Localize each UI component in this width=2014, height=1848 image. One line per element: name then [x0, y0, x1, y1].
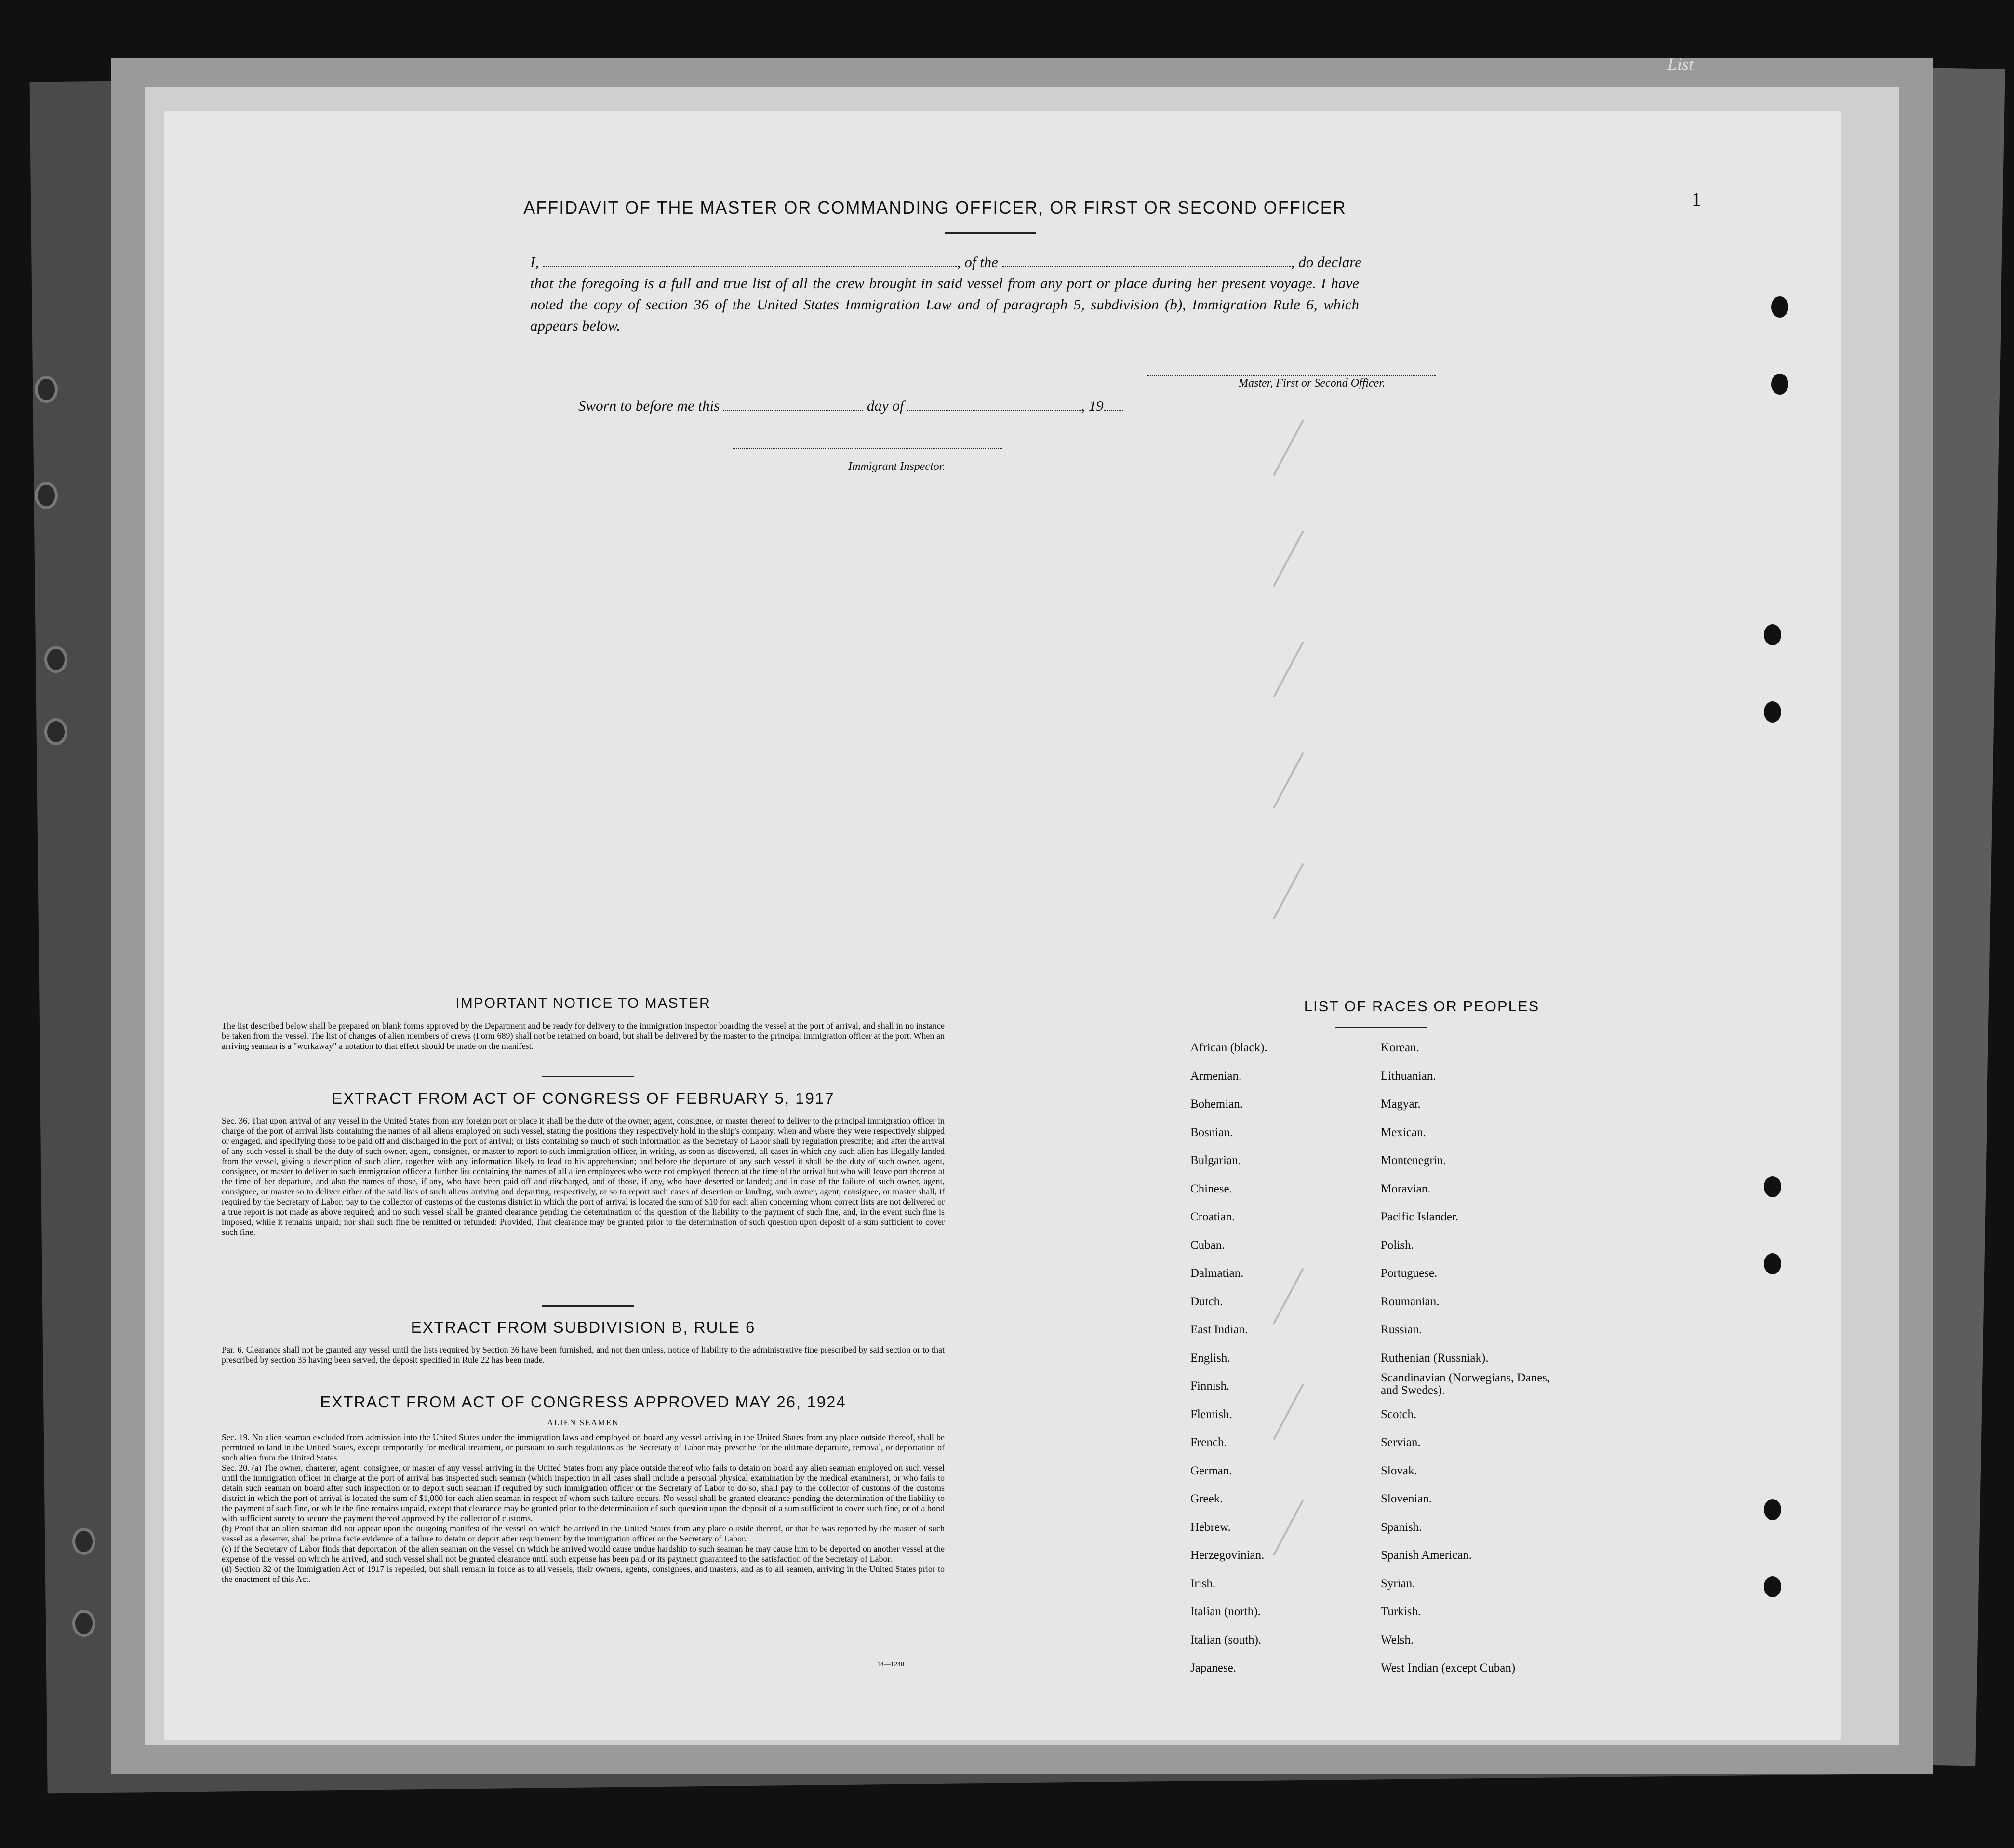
race-item: Italian (south).	[1190, 1633, 1262, 1647]
vessel-blank[interactable]	[1002, 254, 1291, 267]
race-item: Chinese.	[1190, 1182, 1232, 1195]
punch-hole	[44, 646, 67, 673]
race-item: East Indian.	[1190, 1323, 1248, 1336]
punch-hole	[44, 718, 67, 745]
extract-rule6-text: Par. 6. Clearance shall not be granted any vessel until the lists required by Section 36 have been furnished, and not then unless, notice of liability to the administrative fine prescribed by said section or to that prescribed by section 35 having been served, the deposit specified in Rule 22 has been made.	[222, 1345, 945, 1365]
race-item: Greek.	[1190, 1492, 1223, 1505]
race-item: Slovenian.	[1381, 1492, 1432, 1505]
punch-hole	[1771, 374, 1788, 395]
race-item: Finnish.	[1190, 1379, 1230, 1393]
races-rule	[1335, 1027, 1427, 1028]
race-item: African (black).	[1190, 1041, 1267, 1054]
extract-1924-title: EXTRACT FROM ACT OF CONGRESS APPROVED MAY 26, 1924	[320, 1393, 846, 1411]
race-item: Russian.	[1381, 1323, 1422, 1336]
race-item: Welsh.	[1381, 1633, 1414, 1647]
form-code: 14—1240	[877, 1661, 904, 1668]
race-item: Syrian.	[1381, 1577, 1415, 1590]
race-item: Lithuanian.	[1381, 1069, 1436, 1083]
race-item: Turkish.	[1381, 1605, 1421, 1618]
punch-hole	[1764, 1499, 1781, 1520]
punch-hole	[72, 1528, 95, 1555]
year-text: , 19	[1081, 397, 1104, 414]
name-blank[interactable]	[543, 254, 957, 267]
section-rule	[542, 1076, 634, 1077]
race-item: Scandinavian (Norwegians, Danes, and Swedes).	[1381, 1371, 1550, 1397]
affidavit-statement: that the foregoing is a full and true list of all the crew brought in said vessel from any port or place during her present voyage. I have noted the copy of section 36 of the United States Immigration Law and of paragraph 5, subdivision (b), Immigration Rule 6, which appears below.	[530, 275, 1359, 334]
race-item: Spanish.	[1381, 1520, 1422, 1534]
race-item: Pacific Islander.	[1381, 1210, 1459, 1223]
race-item: Portuguese.	[1381, 1267, 1438, 1280]
race-item: Korean.	[1381, 1041, 1419, 1054]
affidavit-of-the: , of the	[957, 254, 999, 270]
race-item: West Indian (except Cuban)	[1381, 1661, 1516, 1674]
punch-hole	[1771, 296, 1788, 318]
race-item: Magyar.	[1381, 1098, 1421, 1111]
punch-hole	[1764, 624, 1781, 645]
notice-text: The list described below shall be prepared on blank forms approved by the Department and be ready for delivery to the immigration inspector boarding the vessel at the port of arrival, and shall in no instance be taken from the vessel. The list of changes of alien members of crews (Form 689) shall not be retained on board, but shall be delivered by the master to the principal immigration officer at the port. When an arriving seaman is a "workaway" a notation to that effect should be made on the manifest.	[222, 1021, 945, 1051]
race-item: Japanese.	[1190, 1661, 1237, 1674]
corner-label: List	[1667, 54, 1694, 74]
races-title: LIST OF RACES OR PEOPLES	[1304, 998, 1540, 1015]
year-blank[interactable]	[1104, 398, 1123, 411]
punch-hole	[1764, 1253, 1781, 1274]
race-item: Croatian.	[1190, 1210, 1235, 1223]
notice-title: IMPORTANT NOTICE TO MASTER	[455, 995, 711, 1011]
affidavit-page	[164, 111, 1841, 1740]
master-label: Master, First or Second Officer.	[1239, 377, 1385, 389]
race-item: Servian.	[1381, 1436, 1421, 1449]
race-item: Montenegrin.	[1381, 1154, 1446, 1167]
section-rule	[542, 1305, 634, 1307]
alien-seamen-subtitle: ALIEN SEAMEN	[547, 1418, 619, 1427]
race-item: Polish.	[1381, 1238, 1414, 1252]
month-blank[interactable]	[907, 398, 1081, 411]
race-item: French.	[1190, 1436, 1227, 1449]
master-signature-line[interactable]	[1147, 375, 1436, 376]
race-item: Flemish.	[1190, 1407, 1232, 1421]
race-item: Armenian.	[1190, 1069, 1242, 1083]
race-item: Ruthenian (Russniak).	[1381, 1351, 1489, 1365]
race-item: Spanish American.	[1381, 1549, 1472, 1562]
page-number: 1	[1692, 188, 1701, 210]
race-item: Moravian.	[1381, 1182, 1431, 1195]
race-item: English.	[1190, 1351, 1230, 1365]
sec20c-paragraph: (c) If the Secretary of Labor finds that deportation of the alien seaman on the vessel on which he arrived would cause undue hardship to such seaman he may cause him to be deported on another vessel at the expense of the vessel on which he arrived, and such vessel shall not be granted clearance until such expense has been paid or its payment guaranteed to the satisfaction of the Secretary of Labor.	[222, 1544, 945, 1564]
punch-hole	[35, 376, 58, 403]
race-item: Irish.	[1190, 1577, 1216, 1590]
race-item: Bulgarian.	[1190, 1154, 1241, 1167]
race-item: Dalmatian.	[1190, 1267, 1244, 1280]
extract-rule6-title: EXTRACT FROM SUBDIVISION B, RULE 6	[411, 1318, 756, 1336]
sworn-line	[578, 397, 1123, 415]
punch-hole	[1764, 1576, 1781, 1597]
race-item: Hebrew.	[1190, 1520, 1231, 1534]
race-item: Herzegovinian.	[1190, 1549, 1265, 1562]
race-item: Bohemian.	[1190, 1098, 1243, 1111]
sworn-text: Sworn to before me this	[578, 397, 720, 414]
punch-hole	[35, 482, 58, 509]
extract-1917-text: Sec. 36. That upon arrival of any vessel in the United States from any foreign port or place it shall be the duty of the owner, agent, consignee, or master thereof to deliver to the principal immigration officer in charge of the port of arrival lists containing the names of all aliens employed on such vessel, stating the positions they respectively hold in the ship's company, when and where they were respectively shipped or engaged, and specifying those to be paid off and discharged in the port of arrival; or lists containing so much of such information as the Secretary of Labor shall by regulation prescribe; and after the arrival of any such vessel it shall be the duty of such owner, agent, consignee, or master to report to such immigration officer, in writing, as soon as discovered, all cases in which any such alien has illegally landed from the vessel, giving a description of such alien, together with any information likely to lead to his apprehension; and before the departure of any such vessel it shall be the duty of such owner, agent, consignee, or master to deliver to such immigration officer a further list containing the names of all alien employees who were not employed thereon at the time of the arrival but who will leave port thereon at the time of her departure, and also the names of those, if any, who have been paid off and discharged, and of those, if any, who have deserted or landed; and in case of the failure of such owner, agent, consignee, or master so to deliver either of the said lists of such aliens arriving and departing, respectively, or so to report such cases of desertion or landing, such owner, agent, consignee, or master shall, if required by the Secretary of Labor, pay to the collector of customs of the customs district in which the port of arrival is located the sum of $10 for each alien concerning whom correct lists are not delivered or a true report is not made as above required; and no such vessel shall be granted clearance pending the determination of the question of the liability to the payment of such fine, and, in the event such fine is imposed, while it remains unpaid; nor shall such fine be remitted or refunded: Provided, That clearance may be granted prior to the determination of such question upon deposit of a sum sufficient to cover such fine.	[222, 1116, 945, 1237]
race-item: Scotch.	[1381, 1407, 1417, 1421]
inspector-label: Immigrant Inspector.	[848, 460, 946, 473]
extract-1917-title: EXTRACT FROM ACT OF CONGRESS OF FEBRUARY 5, 1917	[332, 1089, 835, 1107]
affidavit-body	[530, 252, 1359, 336]
sec20d-paragraph: (d) Section 32 of the Immigration Act of 1917 is repealed, but shall remain in force as to all vessels, their owners, agents, consignees, and masters, and as to all seamen, arriving in the United States prior to the enactment of this Act.	[222, 1564, 945, 1584]
race-item: Bosnian.	[1190, 1125, 1233, 1139]
day-blank[interactable]	[723, 398, 863, 411]
title-rule	[945, 232, 1036, 234]
punch-hole	[1764, 1176, 1781, 1197]
day-of-text: day of	[867, 397, 904, 414]
inspector-signature-line[interactable]	[733, 448, 1002, 449]
sec19-paragraph: Sec. 19. No alien seaman excluded from admission into the United States under the immigration laws and employed on board any vessel arriving in the United States from any place outside thereof, shall be permitted to land in the United States, except temporarily for medical treatment, or pursuant to such regulations as the Secretary of Labor may prescribe for the ultimate departure, removal, or deportation of such alien from the United States.	[222, 1433, 945, 1462]
race-item: German.	[1190, 1464, 1232, 1477]
punch-hole	[1764, 701, 1781, 723]
affidavit-declare: , do declare	[1291, 254, 1361, 270]
race-item: Roumanian.	[1381, 1295, 1440, 1308]
punch-hole	[72, 1610, 95, 1637]
race-item: Italian (north).	[1190, 1605, 1261, 1618]
extract-1924-text	[222, 1433, 945, 1584]
affidavit-title: AFFIDAVIT OF THE MASTER OR COMMANDING OFFICER, OR FIRST OR SECOND OFFICER	[523, 198, 1347, 217]
sec20a-paragraph: Sec. 20. (a) The owner, charterer, agent, consignee, or master of any vessel arriving in the United States from any place outside thereof who fails to detain on board any alien seaman employed on such vessel until the immigration officer in charge at the port of arrival has inspected such seaman (which inspection in all cases shall include a personal physical examination by the medical examiners), or who fails to detain such seaman on board after such inspection or to deport such seaman if required by such immigration officer or the Secretary of Labor to do so, shall pay to the collector of customs of the customs district in which the port of arrival is located the sum of $1,000 for each alien seaman in respect of whom such failure occurs. No vessel shall be granted clearance pending the determination of the liability to the payment of such fine, or while the fine remains unpaid, except that clearance may be granted prior to the determination of such question upon the deposit of a sum sufficient to cover such fine, or of a bond with sufficient surety to secure the payment thereof approved by the collector of customs.	[222, 1463, 945, 1523]
race-item: Dutch.	[1190, 1295, 1223, 1308]
race-item: Cuban.	[1190, 1238, 1225, 1252]
race-item: Slovak.	[1381, 1464, 1417, 1477]
race-item: Mexican.	[1381, 1125, 1426, 1139]
affidavit-i: I,	[530, 254, 539, 270]
sec20b-paragraph: (b) Proof that an alien seaman did not appear upon the outgoing manifest of the vessel on which he arrived in the United States from any place outside thereof, or that he was reported by the master of such vessel as a deserter, shall be prima facie evidence of a failure to detain or deport after requirement by the immigration officer or the Secretary of Labor.	[222, 1524, 945, 1543]
